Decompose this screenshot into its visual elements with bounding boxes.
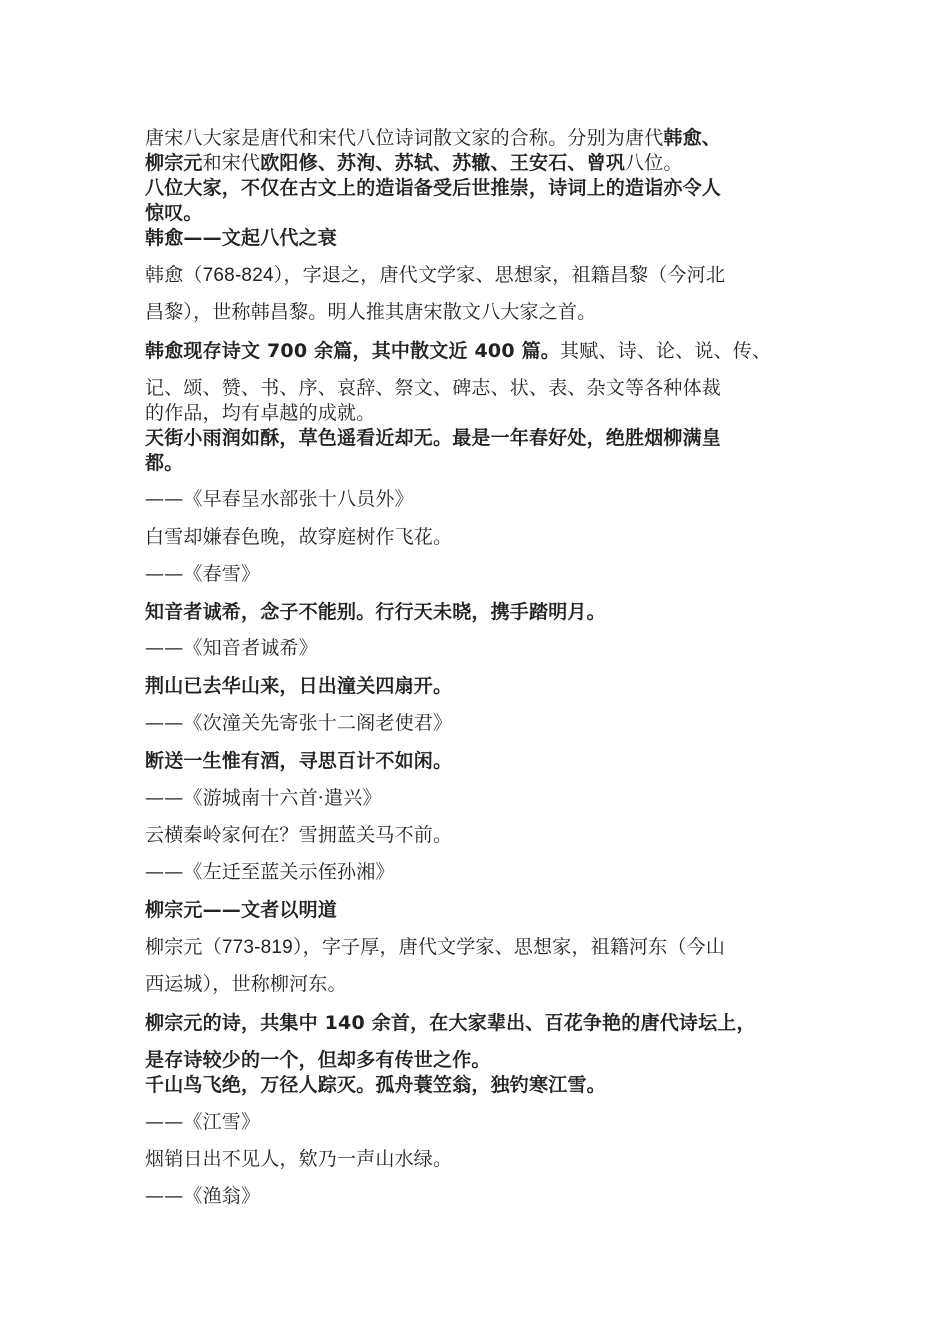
- works-text-bold: 余首，在大家辈出、百花争艳的唐代诗坛上，: [364, 1012, 756, 1034]
- liu-bio-line-1: [145, 935, 815, 960]
- poem-text: 白雪却嫌春色晚，故穿庭树作飞花。: [145, 526, 453, 548]
- poem-source: ——《早春呈水部张十八员外》: [145, 488, 414, 510]
- poem-source: ——《游城南十六首·遣兴》: [145, 787, 382, 809]
- liu-works-line-1: [145, 1011, 815, 1035]
- intro-line-3: 八位大家，不仅在古文上的造诣备受后世推崇，诗词上的造诣亦令人: [145, 177, 722, 199]
- intro-name-bold: 柳宗元: [145, 152, 203, 174]
- bio-years: 768-824: [202, 265, 274, 286]
- section-heading-hanyu: 韩愈——文起八代之衰: [145, 227, 338, 249]
- section-heading-liu: 柳宗元——文者以明道: [145, 899, 338, 921]
- intro-line-4: 惊叹。: [145, 202, 203, 224]
- bio-text: 柳宗元（: [145, 936, 222, 958]
- poem-source: ——《知音者诚希》: [145, 637, 318, 659]
- poem-text: 断送一生惟有酒，寻思百计不如闲。: [145, 750, 453, 772]
- poem-text: 荆山已去华山来，日出潼关四扇开。: [145, 675, 453, 697]
- poem-text: 知音者诚希，念子不能别。行行天未晓，携手踏明月。: [145, 601, 606, 623]
- intro-text: 唐宋八大家是唐代和宋代八位诗词散文家的合称。分别为唐代: [145, 127, 664, 149]
- hanyu-works-line-2: 记、颂、赞、书、序、哀辞、祭文、碑志、状、表、杂文等各种体裁: [145, 377, 722, 399]
- works-text-bold: 韩愈现存诗文: [145, 340, 268, 362]
- poem-source: ——《次潼关先寄张十二阁老使君》: [145, 712, 453, 734]
- liu-bio-line-2: 西运城），世称柳河东。: [145, 973, 347, 995]
- intro-text: 和宋代: [202, 152, 261, 174]
- poem-text: 天街小雨润如酥，草色遥看近却无。最是一年春好处，绝胜烟柳满皇: [145, 427, 722, 449]
- works-number: 400: [474, 340, 515, 362]
- works-text: 其赋、诗、论、说、传、: [560, 340, 772, 362]
- poem-text: 烟销日出不见人，欸乃一声山水绿。: [145, 1148, 453, 1170]
- poem-source: ——《渔翁》: [145, 1185, 261, 1207]
- hanyu-works-line-1: [145, 339, 815, 363]
- hanyu-bio-line-1: [145, 263, 815, 288]
- hanyu-bio-line-2: 昌黎），世称韩昌黎。明人推其唐宋散文八大家之首。: [145, 301, 597, 323]
- intro-names-bold: 欧阳修、苏洵、苏轼、苏辙、王安石、曾巩: [260, 152, 626, 174]
- poem-source: ——《江雪》: [145, 1111, 261, 1133]
- intro-text: 八位。: [625, 152, 683, 174]
- poem-text: 都。: [145, 452, 184, 474]
- intro-name-bold: 韩愈、: [663, 127, 722, 149]
- intro-line-1: [145, 126, 815, 150]
- liu-works-line-2: 是存诗较少的一个，但却多有传世之作。: [145, 1049, 491, 1071]
- bio-text: 韩愈（: [145, 264, 203, 286]
- works-number: 140: [324, 1012, 365, 1034]
- works-text-bold: 柳宗元的诗，共集中: [145, 1012, 325, 1034]
- intro-line-2: [145, 151, 815, 175]
- bio-text: ），字退之，唐代文学家、思想家，祖籍昌黎（今河北: [273, 264, 726, 286]
- poem-source: ——《左迁至蓝关示侄孙湘》: [145, 861, 395, 883]
- poem-text: 千山鸟飞绝，万径人踪灭。孤舟蓑笠翁，独钓寒江雪。: [145, 1074, 606, 1096]
- hanyu-works-line-3: 的作品，均有卓越的成就。: [145, 402, 376, 424]
- bio-text: ），字子厚，唐代文学家、思想家，祖籍河东（今山: [292, 936, 726, 958]
- works-number: 700: [267, 340, 308, 362]
- bio-years: 773-819: [221, 937, 293, 958]
- poem-text: 云横秦岭家何在？雪拥蓝关马不前。: [145, 824, 453, 846]
- poem-source: ——《春雪》: [145, 563, 261, 585]
- works-text-bold: 篇。: [514, 340, 560, 362]
- works-text-bold: 余篇，其中散文近: [307, 340, 475, 362]
